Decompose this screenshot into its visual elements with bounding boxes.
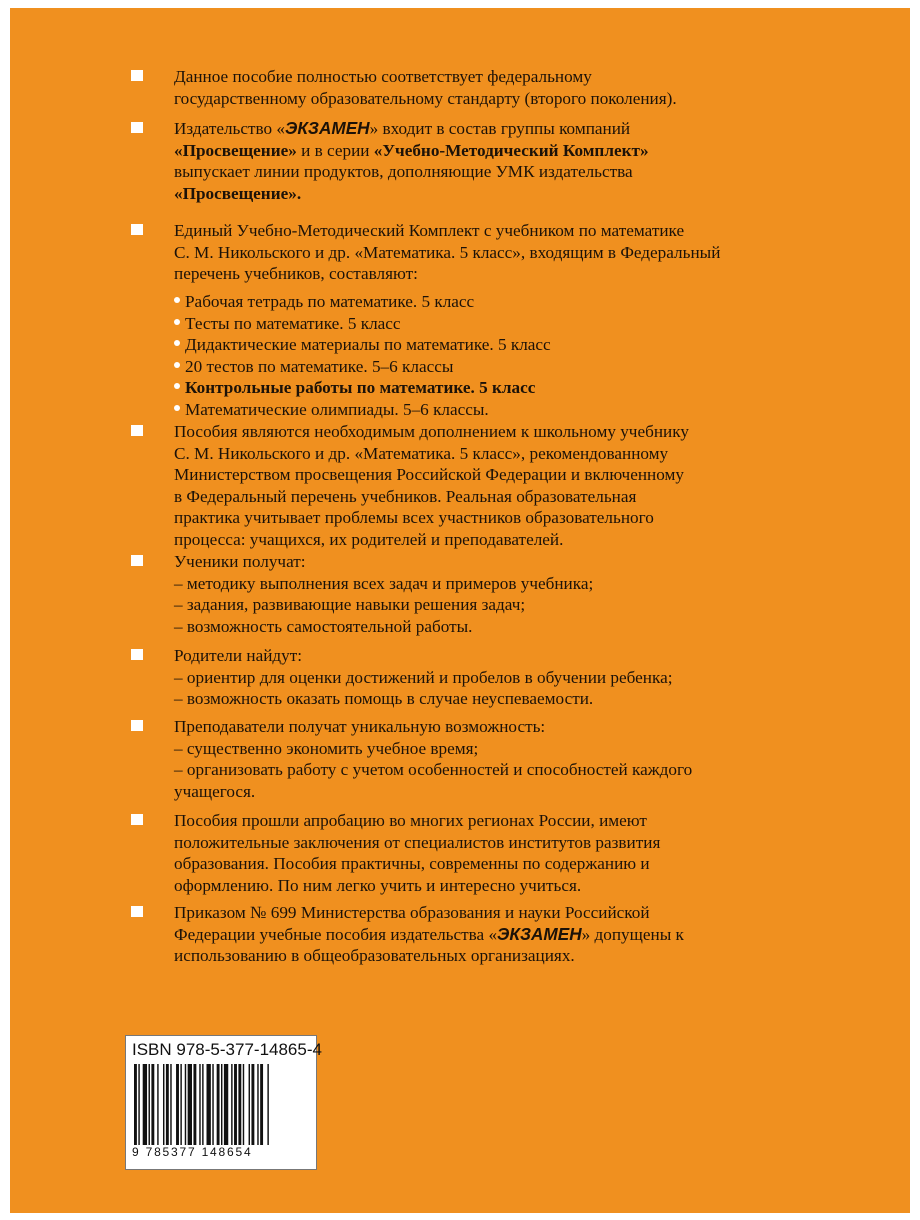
- back-cover: [10, 8, 910, 1213]
- barcode-bar: [243, 1064, 244, 1150]
- text-line: государственному образовательному стандарту (второго поколения).: [174, 88, 677, 108]
- bullet-dot: [174, 319, 180, 325]
- text-line: – задания, развивающие навыки решения задач;: [174, 595, 526, 614]
- list-item: Математические олимпиады. 5–6 классы.: [180, 399, 840, 421]
- barcode-bar: [257, 1064, 258, 1150]
- text-line: в Федеральный перечень учебников. Реальная образовательная: [174, 486, 637, 506]
- text-segment-bold: «Учебно-Методический Комплект»: [373, 140, 649, 160]
- text-line: Пособия являются необходимым дополнением к школьному учебнику: [174, 422, 689, 441]
- list-item: 20 тестов по математике. 5–6 классы: [180, 356, 840, 378]
- text-line: С. М. Никольского и др. «Математика. 5 класс», входящим в Федеральный: [174, 242, 721, 262]
- bullet-square: [131, 555, 143, 566]
- barcode-bar: [249, 1064, 250, 1150]
- barcode-digits: 9 785377 148654: [132, 1145, 310, 1159]
- barcode-bar: [193, 1064, 196, 1150]
- bullet-square: [131, 224, 143, 235]
- bullet-square: [131, 425, 143, 436]
- list-item: Рабочая тетрадь по математике. 5 класс: [180, 291, 840, 313]
- barcode-bar: [217, 1064, 220, 1150]
- barcode-bar: [134, 1064, 137, 1150]
- bullet-dot: [174, 362, 180, 368]
- barcode-bar: [224, 1064, 228, 1150]
- paragraph-supplement: [174, 421, 834, 550]
- umk-list: [174, 291, 840, 420]
- barcode-bar: [212, 1064, 213, 1150]
- paragraph-parents: [174, 645, 834, 710]
- bullet-dot: [174, 405, 180, 411]
- list-item: Дидактические материалы по математике. 5 класс: [180, 334, 840, 356]
- barcode-bar: [267, 1064, 268, 1150]
- paragraph-approbation: [174, 810, 834, 896]
- barcode-graphic: [132, 1064, 310, 1150]
- barcode-bar: [149, 1064, 150, 1150]
- text-line: Министерством просвещения Российской Федерации и включенному: [174, 465, 684, 484]
- barcode-bar: [138, 1064, 139, 1150]
- barcode-bar: [234, 1064, 237, 1150]
- brand-name: ЭКЗАМЕН: [285, 118, 370, 138]
- barcode-bar: [199, 1064, 200, 1150]
- list-item-highlighted: Контрольные работы по математике. 5 класс: [180, 377, 840, 399]
- text-line: Пособия прошли апробацию во многих регионах России, имеют: [174, 811, 647, 830]
- paragraph-students: [174, 551, 834, 637]
- text-line: Родители найдут:: [174, 646, 303, 665]
- barcode-bar: [260, 1064, 263, 1150]
- bullet-square: [131, 649, 143, 660]
- barcode-bar: [163, 1064, 164, 1150]
- text-segment: и в серии: [296, 140, 374, 160]
- text-segment: » допущены к: [581, 924, 684, 944]
- bullet-dot: [174, 383, 180, 389]
- barcode-bar: [170, 1064, 171, 1150]
- isbn-barcode-box: [125, 1035, 322, 1170]
- text-line: положительные заключения от специалистов институтов развития: [174, 832, 661, 852]
- text-line-bold: «Просвещение».: [174, 183, 302, 203]
- isbn-label: ISBN 978-5-377-14865-4: [132, 1040, 322, 1059]
- barcode-bar: [202, 1064, 203, 1150]
- bullet-square: [131, 70, 143, 81]
- text-segment-bold: «Просвещение»: [174, 140, 297, 160]
- barcode-bar: [176, 1064, 179, 1150]
- text-line: образования. Пособия практичны, современны по содержанию и: [174, 854, 650, 873]
- barcode-bar: [207, 1064, 211, 1150]
- text-line: – возможность оказать помощь в случае неуспеваемости.: [174, 689, 594, 708]
- barcode-bar: [180, 1064, 181, 1150]
- barcode-bar: [166, 1064, 169, 1150]
- text-segment: Федерации учебные пособия издательства «: [174, 924, 498, 944]
- bullet-dot: [174, 340, 180, 346]
- paragraph-publisher: [174, 118, 834, 204]
- barcode-bar: [151, 1064, 154, 1150]
- barcode-bar: [185, 1064, 186, 1150]
- text-line: учащегося.: [174, 781, 256, 801]
- barcode-bar: [143, 1064, 147, 1150]
- barcode-bar: [157, 1064, 158, 1150]
- paragraph-standard: [174, 66, 834, 109]
- text-line: Преподаватели получат уникальную возможность:: [174, 717, 546, 736]
- bullet-square: [131, 720, 143, 731]
- brand-name: ЭКЗАМЕН: [497, 923, 582, 944]
- text-segment: Издательство «: [174, 119, 285, 138]
- barcode-bar: [188, 1064, 192, 1150]
- text-line: оформлению. По ним легко учить и интересно учиться.: [174, 875, 582, 895]
- paragraph-teachers: [174, 716, 834, 802]
- text-line: Данное пособие полностью соответствует федеральному: [174, 67, 592, 86]
- text-line: – существенно экономить учебное время;: [174, 738, 479, 758]
- list-item: Тесты по математике. 5 класс: [180, 313, 840, 335]
- text-line: С. М. Никольского и др. «Математика. 5 класс», рекомендованному: [174, 443, 669, 463]
- text-line: выпускает линии продуктов, дополняющие УМК издательства: [174, 162, 633, 181]
- text-line: – организовать работу с учетом особенностей и способностей каждого: [174, 760, 693, 779]
- bullet-square: [131, 906, 143, 917]
- text-line: практика учитывает проблемы всех участников образовательного: [174, 508, 654, 527]
- bullet-square: [131, 122, 143, 133]
- text-line: – ориентир для оценки достижений и пробелов в обучении ребенка;: [174, 667, 673, 687]
- paragraph-umk: [174, 220, 834, 285]
- text-line: – возможность самостоятельной работы.: [174, 616, 473, 636]
- text-line: процесса: учащихся, их родителей и преподавателей.: [174, 529, 564, 549]
- barcode-bar: [238, 1064, 241, 1150]
- text-line: перечень учебников, составляют:: [174, 264, 418, 283]
- barcode-bar: [231, 1064, 232, 1150]
- text-segment: » входит в состав группы компаний: [369, 119, 631, 138]
- text-line: Единый Учебно-Методический Комплект с учебником по математике: [174, 221, 685, 240]
- text-line: использованию в общеобразовательных организациях.: [174, 946, 575, 965]
- barcode-bar: [221, 1064, 222, 1150]
- text-line: Приказом № 699 Министерства образования и науки Российской: [174, 903, 650, 922]
- paragraph-order: [174, 902, 834, 967]
- bullet-square: [131, 814, 143, 825]
- bullet-dot: [174, 297, 180, 303]
- barcode-bar: [251, 1064, 254, 1150]
- text-line: – методику выполнения всех задач и примеров учебника;: [174, 573, 594, 593]
- text-line: Ученики получат:: [174, 552, 306, 571]
